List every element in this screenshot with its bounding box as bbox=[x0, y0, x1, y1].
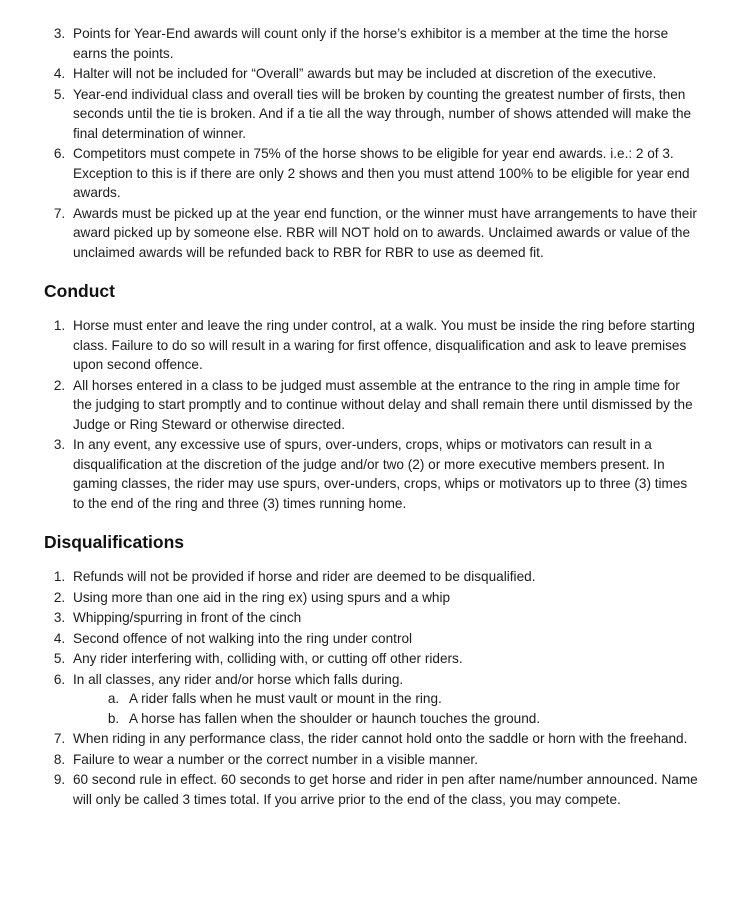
disqualifications-list bbox=[44, 567, 700, 809]
list-item-text: When riding in any performance class, the rider cannot hold onto the saddle or horn with the freehand. bbox=[73, 731, 688, 746]
list-item bbox=[69, 144, 700, 203]
sub-list-item-text: A rider falls when he must vault or mount in the ring. bbox=[129, 691, 442, 706]
list-item-text: Competitors must compete in 75% of the horse shows to be eligible for year end awards. i.e.: 2 of 3. Exception to this is if there are only 2 shows and then you must attend 100% to be eligible for year end awards. bbox=[73, 146, 690, 200]
list-item-text: Using more than one aid in the ring ex) using spurs and a whip bbox=[73, 589, 451, 605]
list-item bbox=[69, 670, 700, 729]
list-item bbox=[69, 750, 700, 770]
list-item bbox=[69, 24, 700, 63]
conduct-list bbox=[44, 316, 700, 513]
list-item-text: All horses entered in a class to be judged must assemble at the entrance to the ring in ample time for the judging to start promptly and to continue without delay and shall remain there until dismissed by the Judge or Ring Steward or otherwise directed. bbox=[73, 377, 693, 432]
sub-list-item bbox=[123, 689, 700, 709]
awards-continued-list bbox=[44, 24, 700, 262]
list-item-text: Year-end individual class and overall ties will be broken by counting the greatest number of firsts, then seconds until the tie is broken. And if a tie all the way through, number of shows attended will make the final determination of winner. bbox=[73, 86, 692, 141]
list-item bbox=[69, 204, 700, 263]
list-item-text: Whipping/spurring in front of the cinch bbox=[73, 610, 302, 625]
list-item bbox=[69, 608, 700, 628]
list-item-text: In all classes, any rider and/or horse which falls during. bbox=[73, 671, 404, 687]
list-item-text: 60 second rule in effect. 60 seconds to get horse and rider in pen after name/number announced. Name will only be called 3 times total. If you arrive prior to the end of the class, you may compete. bbox=[73, 772, 698, 807]
list-item-text: Any rider interfering with, colliding with, or cutting off other riders. bbox=[73, 651, 463, 666]
list-item-text: In any event, any excessive use of spurs, over-unders, crops, whips or motivators can result in a disqualification at the discretion of the judge and/or two (2) or more executive members present. In gaming classes, the rider may use spurs, over-unders, crops, whips or motivators up to three (3) times to the end of the ring and three (3) times running home. bbox=[73, 437, 688, 511]
list-item-text: Awards must be picked up at the year end function, or the winner must have arrangements to have their award picked up by someone else. RBR will NOT hold on to awards. Unclaimed awards or value of the unclaimed awards will be refunded back to RBR for RBR to use as deemed fit. bbox=[73, 205, 697, 260]
list-item-text: Failure to wear a number or the correct number in a visible manner. bbox=[73, 751, 478, 767]
falls-sublist bbox=[73, 689, 700, 728]
list-item bbox=[69, 567, 700, 587]
list-item bbox=[69, 64, 700, 84]
list-item-text: Refunds will not be provided if horse and rider are deemed to be disqualified. bbox=[73, 569, 536, 584]
list-item bbox=[69, 588, 700, 608]
list-item bbox=[69, 316, 700, 375]
list-item bbox=[69, 729, 700, 749]
list-item-text: Points for Year-End awards will count only if the horse’s exhibitor is a member at the time the horse earns the points. bbox=[73, 26, 669, 61]
sub-list-item-text: A horse has fallen when the shoulder or haunch touches the ground. bbox=[129, 710, 541, 726]
conduct-heading: Conduct bbox=[44, 281, 115, 301]
sub-list-item bbox=[123, 709, 700, 729]
list-item-text: Horse must enter and leave the ring under control, at a walk. You must be inside the ring before starting class. Failure to do so will result in a waring for first offence, disqualification and ask to leave premises upon second offence. bbox=[73, 318, 695, 372]
list-item-text: Second offence of not walking into the ring under control bbox=[73, 630, 413, 646]
list-item bbox=[69, 376, 700, 435]
list-item bbox=[69, 770, 700, 809]
list-item bbox=[69, 649, 700, 669]
list-item bbox=[69, 85, 700, 144]
list-item bbox=[69, 435, 700, 513]
list-item-text: Halter will not be included for “Overall” awards but may be included at discretion of the executive. bbox=[73, 66, 657, 81]
list-item bbox=[69, 629, 700, 649]
disqualifications-heading: Disqualifications bbox=[44, 532, 185, 552]
